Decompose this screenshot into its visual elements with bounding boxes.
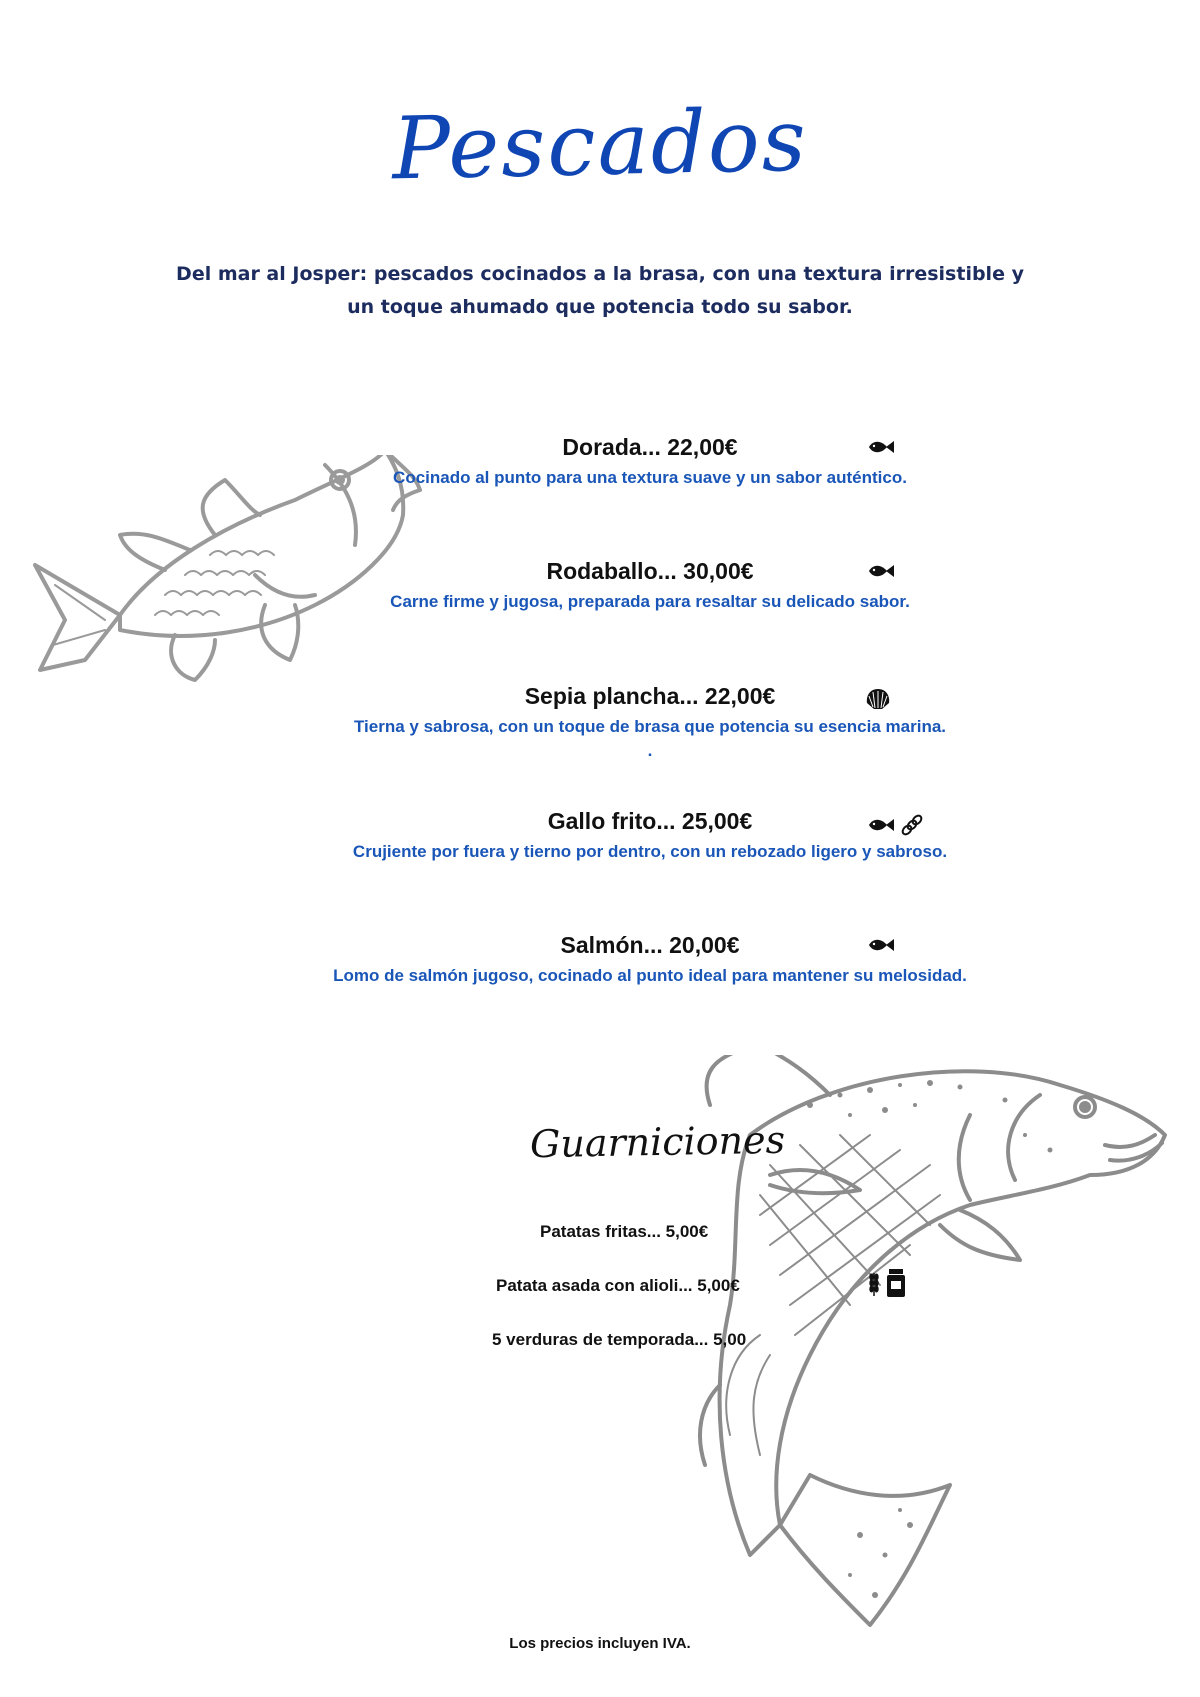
shell-icon xyxy=(865,687,891,711)
dish-description: Carne firme y jugosa, preparada para resaltar su delicado sabor. xyxy=(390,592,910,611)
dish-description: Cocinado al punto para una textura suave y un sabor auténtico. xyxy=(393,468,907,487)
garnish-item: Patatas fritas... 5,00€ xyxy=(540,1222,709,1241)
page-title: Pescados xyxy=(391,90,809,200)
jar-icon xyxy=(885,1268,907,1298)
dish-description: Tierna y sabrosa, con un toque de brasa que potencia su esencia marina. xyxy=(353,717,947,736)
dish-salmon xyxy=(250,930,1050,986)
dish-name: Gallo frito... 25,00€ xyxy=(547,808,753,834)
dish-name: Salmón... 20,00€ xyxy=(560,932,740,958)
dish-name: Rodaballo... 30,00€ xyxy=(546,558,754,584)
dish-gallo xyxy=(250,806,1050,862)
wheat-icon xyxy=(867,1269,881,1297)
fish-icon xyxy=(865,816,895,834)
dish-description: Lomo de salmón jugoso, cocinado al punto ideal para mantener su melosidad. xyxy=(333,966,967,985)
dish-extra: . xyxy=(647,741,653,760)
garnish-item: 5 verduras de temporada... 5,00 xyxy=(492,1330,747,1349)
garnishes-title: Guarniciones xyxy=(529,1117,786,1167)
fish-icon xyxy=(865,936,895,954)
dish-rodaballo xyxy=(250,556,1050,612)
dish-dorada xyxy=(250,432,1050,488)
fish-icon xyxy=(865,562,895,580)
dish-description: Crujiente por fuera y tierno por dentro, con un rebozado ligero y sabroso. xyxy=(352,842,948,861)
price-note: Los precios incluyen IVA. xyxy=(509,1635,691,1652)
dish-name: Dorada... 22,00€ xyxy=(562,434,738,460)
dish-sepia xyxy=(250,681,1050,761)
chain-icon xyxy=(899,812,925,838)
garnish-item: Patata asada con alioli... 5,00€ xyxy=(496,1276,740,1295)
fish-icon xyxy=(865,438,895,456)
intro-text: Del mar al Josper: pescados cocinados a la brasa, con una textura irresistible y un toque ahumado que potencia todo su sabor. xyxy=(176,263,1024,318)
dish-name: Sepia plancha... 22,00€ xyxy=(524,683,776,709)
